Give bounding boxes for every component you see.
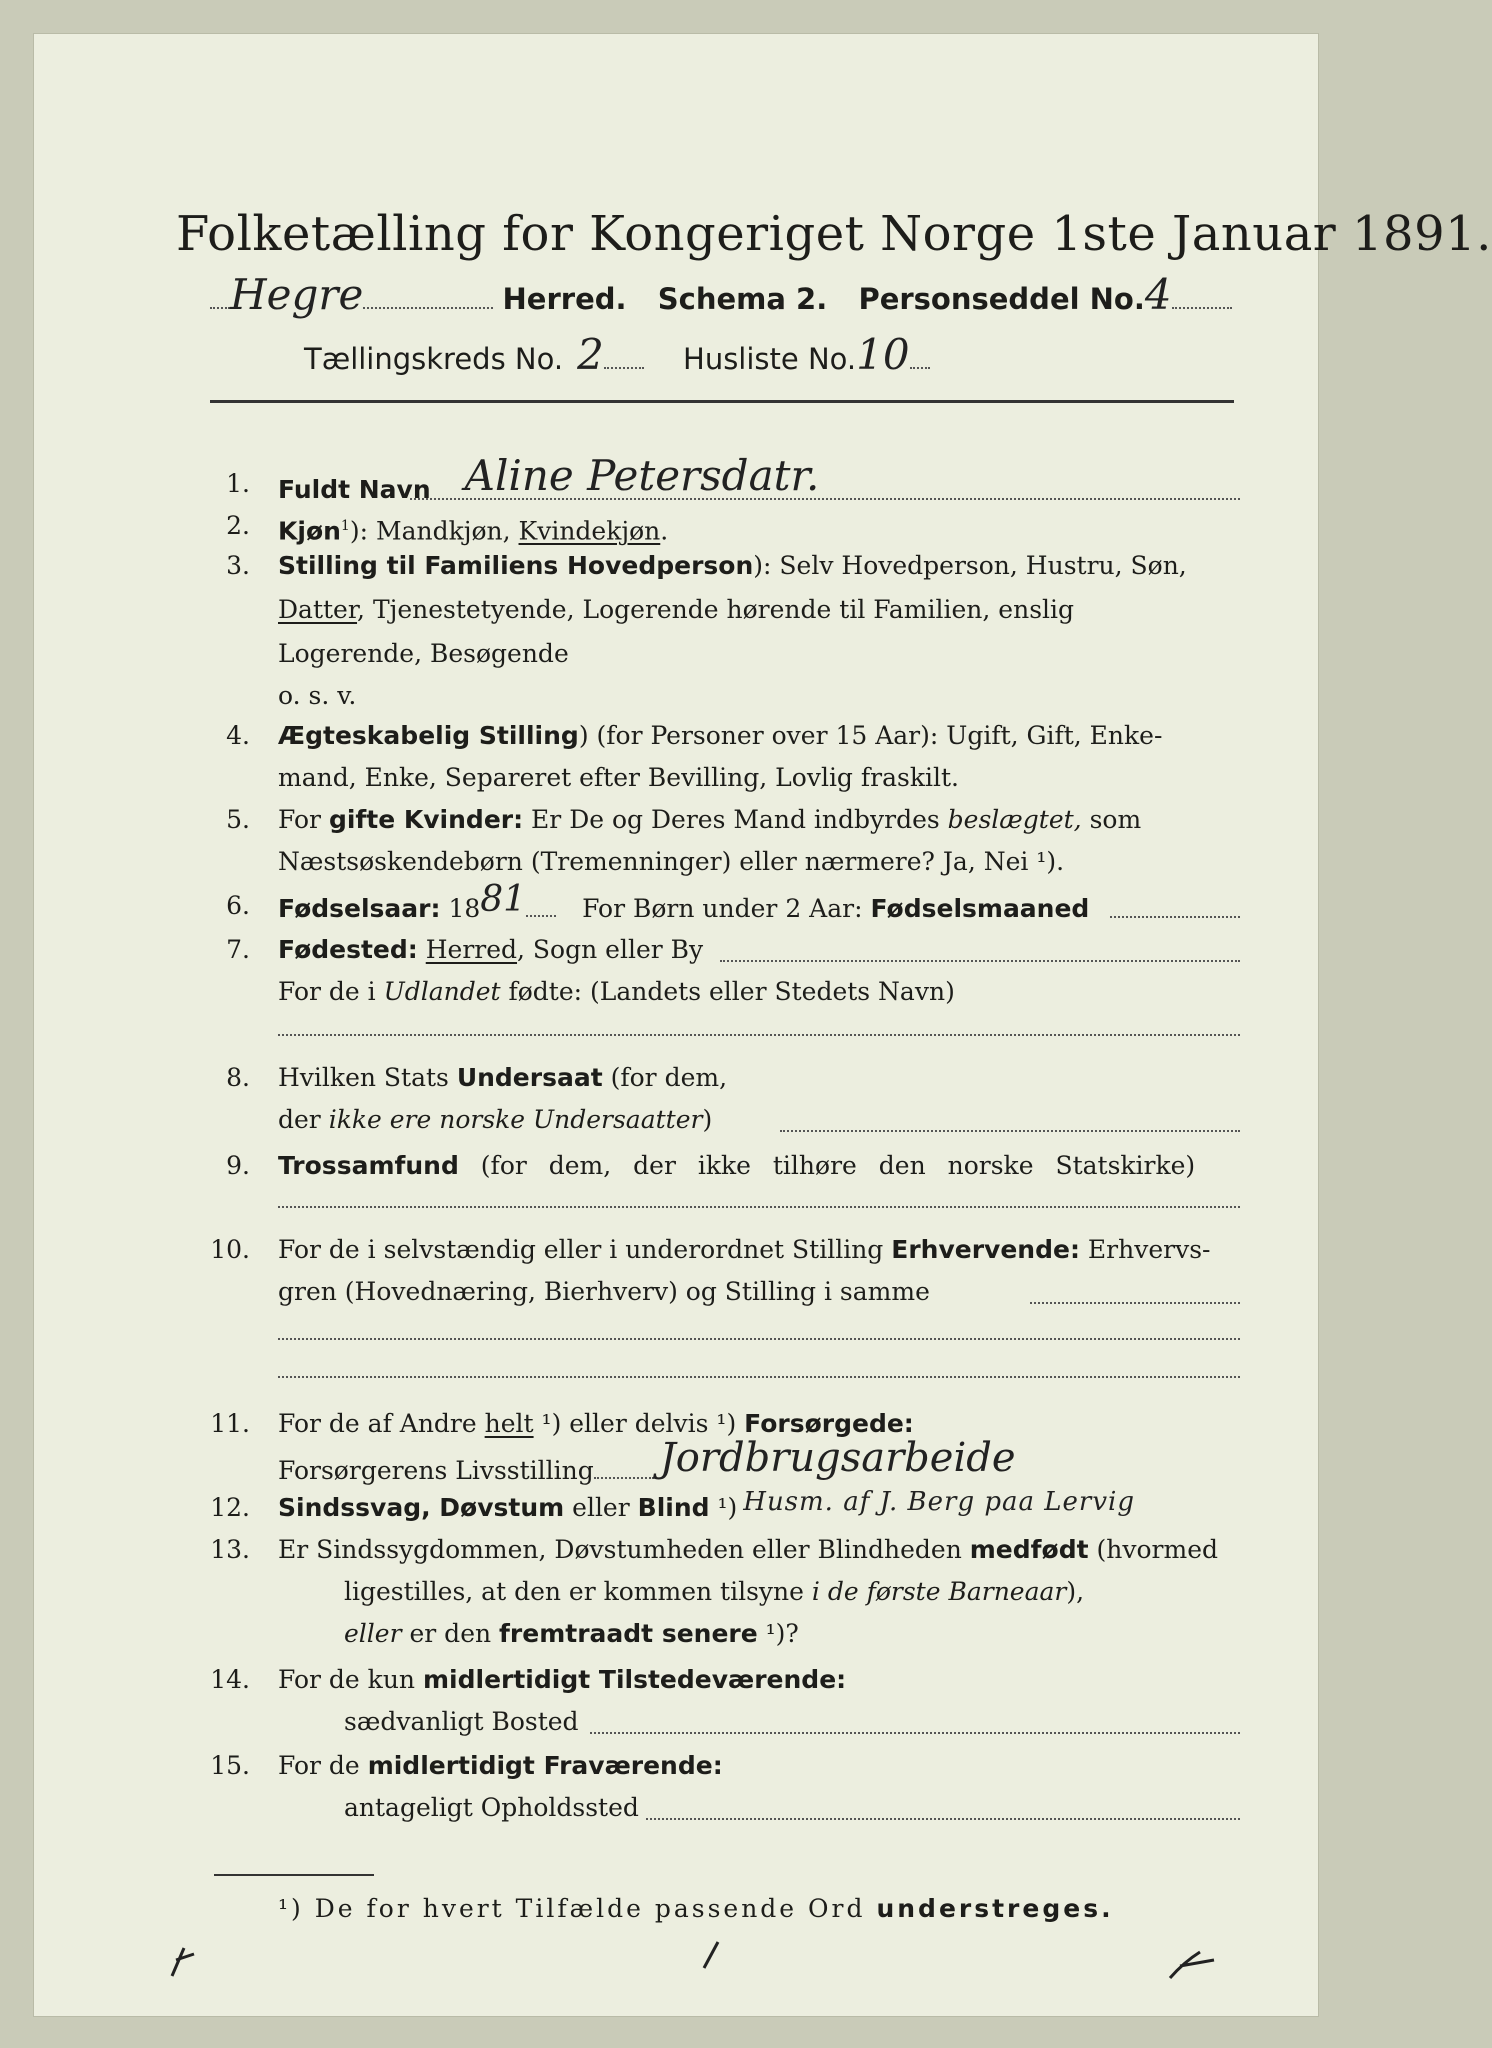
item-number: 1.	[226, 469, 250, 498]
item-11	[210, 1404, 1240, 1494]
answer-line	[278, 1034, 1240, 1036]
personseddel-label: Personseddel No.	[858, 282, 1145, 316]
text: Er Sindssygdommen, Døvstumheden eller Blindheden	[278, 1535, 970, 1564]
item-number: 13.	[210, 1535, 250, 1564]
answer-line	[278, 1206, 1240, 1208]
text: eller	[564, 1493, 638, 1522]
medfodt-label: medfødt	[969, 1535, 1089, 1564]
item-3	[210, 546, 1240, 716]
text: ¹)	[709, 1493, 738, 1522]
text: fødte: (Landets eller Stedets Navn)	[500, 977, 955, 1006]
fuldt-navn-label: Fuldt Navn	[278, 475, 431, 504]
text: ligestilles, at den er kommen tilsyne	[344, 1577, 812, 1606]
item-number: 6.	[226, 891, 250, 920]
item-number: 2.	[226, 511, 250, 540]
answer-line	[1030, 1302, 1240, 1304]
text: For de i selvstændig eller i underordnet Stilling	[278, 1235, 892, 1264]
footnote-ref: 1	[340, 518, 350, 534]
taellingskreds-line	[304, 330, 930, 379]
header-rule	[210, 400, 1234, 403]
herred-value: Hegre	[230, 270, 364, 319]
fodested-label: Fødested:	[278, 935, 418, 964]
item-number: 15.	[210, 1751, 250, 1780]
punct: .	[660, 516, 669, 546]
fodselsaar-prefix: 18	[440, 894, 481, 923]
pen-mark-icon	[694, 1934, 734, 1974]
trossamfund-label: Trossamfund	[278, 1151, 459, 1180]
answer-line	[1110, 916, 1240, 918]
item-number: 7.	[226, 935, 250, 964]
item-number: 11.	[210, 1409, 250, 1438]
text: ),	[1066, 1577, 1085, 1606]
kjon-label: Kjøn	[278, 516, 341, 546]
item-number: 14.	[210, 1665, 250, 1694]
footnote-bold: understreges.	[876, 1894, 1114, 1923]
text: (for dem, der ikke tilhøre den norske Statskirke)	[458, 1151, 1196, 1180]
text: )	[702, 1105, 713, 1134]
text: beslægtet,	[947, 805, 1082, 834]
stilling-options-2: , Tjenestetyende, Logerende hørende til Familien, enslig	[357, 595, 1075, 624]
text: Er De og Deres Mand indbyrdes	[523, 805, 948, 834]
footnote-marker: ¹)	[278, 1894, 304, 1923]
husliste-value: 10	[856, 330, 910, 379]
schema-label: Schema 2.	[657, 282, 828, 316]
text: For de i	[278, 977, 384, 1006]
text: ¹)?	[757, 1619, 799, 1648]
personseddel-value: 4	[1144, 270, 1172, 319]
fodselsaar-answer: 81	[480, 879, 527, 920]
item-15	[210, 1746, 1240, 1836]
stilling-label: Stilling til Familiens Hovedperson	[278, 551, 754, 580]
item-number: 12.	[210, 1493, 250, 1522]
form-title: Folketælling for Kongeriget Norge 1ste Januar 1891.	[176, 206, 1492, 262]
erhvervende-label: Erhvervende:	[891, 1235, 1080, 1264]
item-14	[210, 1660, 1240, 1750]
item-4	[210, 716, 1240, 806]
bosted-label: sædvanligt Bosted	[344, 1707, 579, 1736]
husliste-label: Husliste No.	[683, 342, 857, 376]
stilling-selected: Datter	[278, 595, 358, 624]
footnote	[278, 1894, 1114, 1923]
item-8	[210, 1058, 1240, 1148]
item-number: 3.	[226, 551, 250, 580]
text: ¹) eller delvis ¹)	[533, 1409, 745, 1438]
fodselsaar-label: Fødselsaar:	[278, 894, 441, 923]
opholdssted-label: antageligt Opholdssted	[344, 1793, 639, 1822]
herred-label: Herred.	[502, 282, 627, 316]
text: som	[1081, 805, 1142, 834]
text: Erhvervs-	[1079, 1235, 1211, 1264]
forsorgede-label: Forsørgede:	[744, 1409, 914, 1438]
undersaat-label: Undersaat	[456, 1063, 603, 1092]
text: For de	[278, 1751, 368, 1780]
footnote-rule	[214, 1874, 374, 1876]
fodselsmaaned-label: Fødselsmaaned	[870, 894, 1090, 923]
text: For Børn under 2 Aar:	[582, 894, 871, 923]
erhverv-line2: gren (Hovednæring, Bierhverv) og Stilling i samme	[278, 1277, 930, 1306]
text: , Sogn eller By	[517, 935, 704, 964]
fravaerende-label: midlertidigt Fraværende:	[367, 1751, 723, 1780]
aegteskab-options-1: ) (for Personer over 15 Aar): Ugift, Gift, Enke-	[578, 721, 1163, 750]
gifte-kvinder-line2: Næstsøskendebørn (Tremenninger) eller nærmere? Ja, Nei ¹).	[278, 847, 1065, 876]
herred-line	[210, 270, 1232, 319]
answer-line	[646, 1818, 1240, 1820]
answer-line	[590, 1732, 1240, 1734]
aegteskab-label: Ægteskabelig Stilling	[278, 721, 579, 750]
livsstilling-label: Forsørgerens Livsstilling	[278, 1456, 594, 1485]
text: eller	[344, 1619, 402, 1648]
census-form-sheet	[34, 34, 1492, 2016]
item-number: 9.	[226, 1151, 250, 1180]
answer-line	[278, 1338, 1240, 1340]
text: (for dem,	[602, 1063, 728, 1092]
fremtraadt-label: fremtraadt senere	[499, 1619, 758, 1648]
blind-label: Blind	[637, 1493, 710, 1522]
text: er den	[401, 1619, 500, 1648]
pen-mark-icon	[164, 1940, 204, 1980]
pen-mark-icon	[1164, 1944, 1224, 1984]
text: der	[278, 1105, 329, 1134]
item-10	[210, 1230, 1240, 1380]
stilling-options-1: ): Selv Hovedperson, Hustru, Søn,	[753, 551, 1187, 580]
item-7	[210, 930, 1240, 1050]
aegteskab-options-2: mand, Enke, Separeret efter Bevilling, Lovlig fraskilt.	[278, 763, 959, 792]
tilstedevaerende-label: midlertidigt Tilstedeværende:	[422, 1665, 847, 1694]
forsorgede-selected: helt	[484, 1409, 534, 1438]
gifte-kvinder-label: gifte Kvinder:	[328, 805, 524, 834]
item-number: 8.	[226, 1063, 250, 1092]
answer-line	[278, 1376, 1240, 1378]
livsstilling-answer: Jordbrugsarbeide	[659, 1435, 1016, 1481]
kjon-options: ): Mandkjøn,	[349, 516, 519, 546]
sindssvag-answer: Husm. af J. Berg paa Lervig	[743, 1487, 1136, 1517]
taellingskreds-label: Tællingskreds No.	[304, 342, 564, 376]
text: ikke ere norske Undersaatter	[328, 1105, 703, 1134]
fuldt-navn-answer: Aline Petersdatr.	[464, 451, 820, 500]
text: For de kun	[278, 1665, 423, 1694]
answer-line	[720, 960, 1240, 962]
text: (hvormed	[1088, 1535, 1218, 1564]
text: Udlandet	[383, 977, 501, 1006]
item-13	[210, 1530, 1240, 1660]
kjon-selected: Kvindekjøn	[518, 516, 661, 546]
item-number: 10.	[210, 1235, 250, 1264]
text: Hvilken Stats	[278, 1063, 457, 1092]
stilling-options-3: Logerende, Besøgende	[278, 639, 569, 668]
item-5	[210, 800, 1240, 890]
sindssvag-label: Sindssvag, Døvstum	[278, 1493, 565, 1522]
stilling-options-4: o. s. v.	[278, 681, 357, 710]
text: For	[278, 805, 329, 834]
item-number: 4.	[226, 721, 250, 750]
item-number: 5.	[226, 805, 250, 834]
taellingskreds-value: 2	[577, 330, 604, 379]
footnote-text: De for hvert Tilfælde passende Ord	[303, 1894, 877, 1923]
text: i de første Barneaar	[811, 1577, 1067, 1606]
answer-line	[410, 498, 1240, 500]
fodested-selected: Herred	[425, 935, 518, 964]
text: For de af Andre	[278, 1409, 485, 1438]
answer-line	[780, 1130, 1240, 1132]
